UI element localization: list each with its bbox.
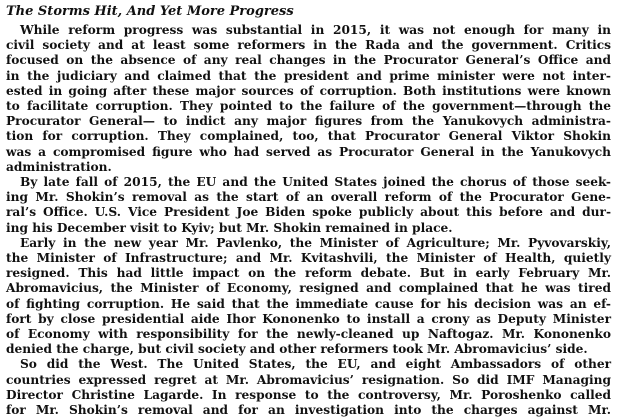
text-line: of fighting corruption. He said that the immediate cause for his decision was an ef- bbox=[6, 296, 611, 311]
paragraph bbox=[6, 175, 611, 236]
paragraph bbox=[6, 23, 611, 175]
text-line: of Economy with responsibility for the newly-cleaned up Naftogaz. Mr. Kononenko bbox=[6, 327, 611, 342]
text-line: tion for corruption. They complained, too, that Procurator General Viktor Shokin bbox=[6, 129, 611, 144]
paragraph bbox=[6, 357, 611, 418]
text-line: denied the charge, but civil society and other reformers took Mr. Abromavicius’ side. bbox=[6, 342, 588, 357]
text-line: in the judiciary and claimed that the president and prime minister were not inter- bbox=[6, 68, 611, 83]
paragraph bbox=[6, 236, 611, 358]
text-line: for Mr. Shokin’s removal and for an investigation into the charges against Mr. bbox=[6, 403, 611, 418]
text-line: civil society and at least some reformers in the Rada and the government. Critics bbox=[6, 38, 611, 53]
text-line: Procurator General— to indict any major figures from the Yanukovych administra- bbox=[6, 114, 611, 129]
text-line: focused on the absence of any real changes in the Procurator General’s Office and bbox=[6, 53, 611, 68]
text-line: administration. bbox=[6, 159, 112, 174]
text-line: fort by close presidential aide Ihor Kononenko to install a crony as Deputy Minister bbox=[6, 311, 611, 326]
text-line: While reform progress was substantial in 2015, it was not enough for many in bbox=[20, 23, 611, 37]
text-line: countries expressed regret at Mr. Abromavicius’ resignation. So did IMF Managing bbox=[6, 372, 611, 387]
text-line: was a compromised figure who had served as Procurator General in the Yanukovych bbox=[6, 144, 611, 159]
text-line: Abromavicius, the Minister of Economy, resigned and complained that he was tired bbox=[6, 281, 611, 296]
text-line: the Minister of Infrastructure; and Mr. Kvitashvili, the Minister of Health, quietly bbox=[6, 251, 611, 266]
text-line: to facilitate corruption. They pointed to the failure of the government—through the bbox=[6, 99, 611, 114]
text-line: By late fall of 2015, the EU and the United States joined the chorus of those seek- bbox=[20, 175, 611, 190]
text-line: resigned. This had little impact on the reform debate. But in early February Mr. bbox=[6, 266, 611, 281]
text-line: Director Christine Lagarde. In response to the controversy, Mr. Poroshenko called bbox=[6, 387, 611, 402]
text-line: ral’s Office. U.S. Vice President Joe Biden spoke publicly about this before and dur- bbox=[6, 205, 611, 220]
document-page bbox=[6, 0, 611, 419]
text-line: Early in the new year Mr. Pavlenko, the Minister of Agriculture; Mr. Pyvovarskiy, bbox=[20, 235, 611, 250]
text-line: ested in going after these major sources of corruption. Both institutions were known bbox=[6, 83, 611, 98]
text-line: ing his December visit to Kyiv; but Mr. Shokin remained in place. bbox=[6, 220, 453, 235]
section-heading: The Storms Hit, And Yet More Progress bbox=[6, 4, 294, 19]
paragraphs-container bbox=[6, 23, 611, 418]
text-line: ing Mr. Shokin’s removal as the start of an overall reform of the Procurator Gene- bbox=[6, 190, 611, 205]
text-line: So did the West. The United States, the EU, and eight Ambassadors of other bbox=[20, 357, 611, 372]
